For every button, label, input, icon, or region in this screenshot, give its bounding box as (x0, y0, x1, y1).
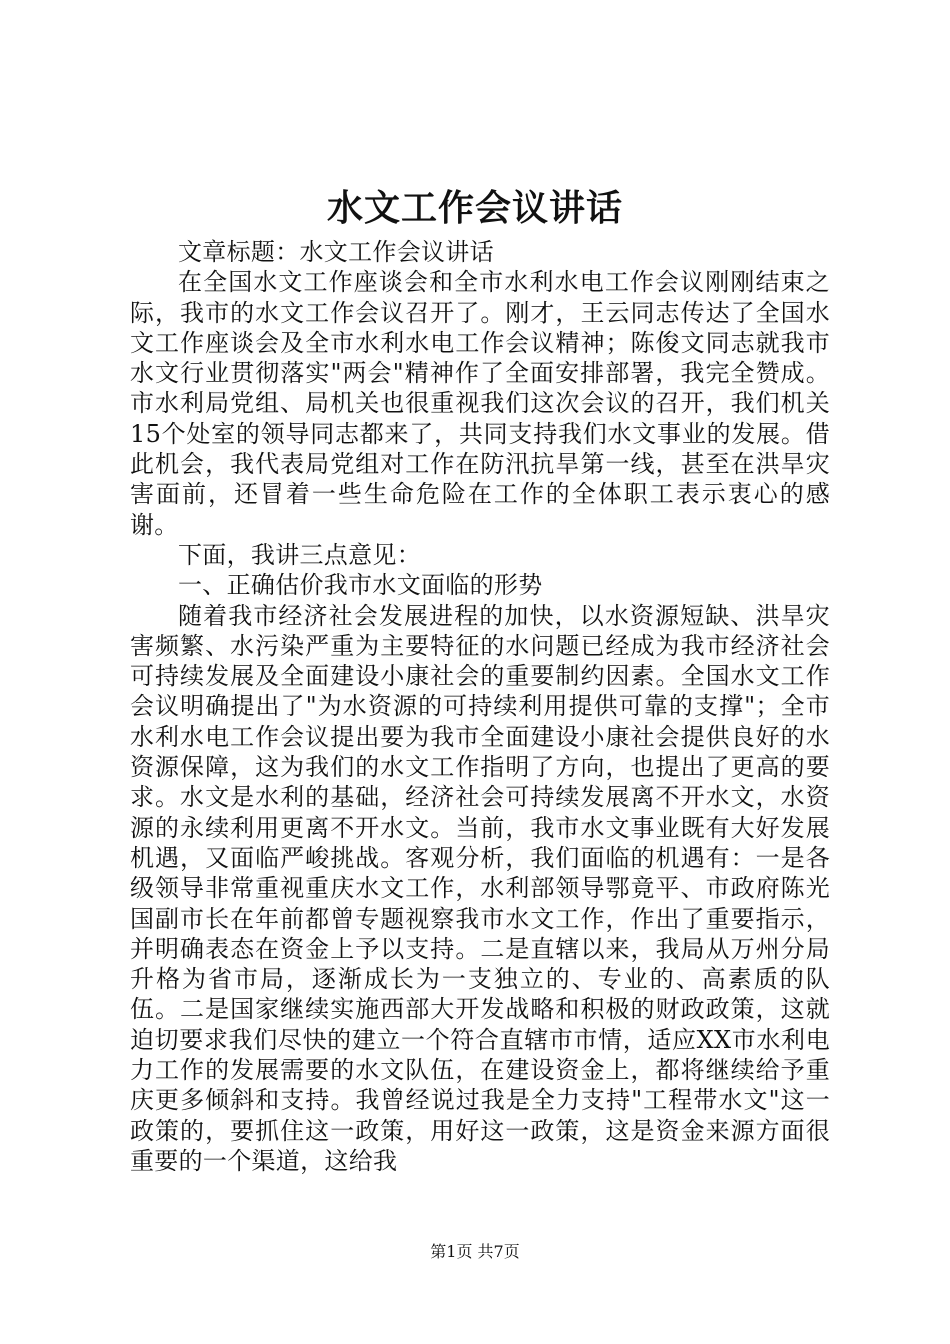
page-footer: 第1页 共7页 (430, 1242, 520, 1261)
section-paragraph: 随着我市经济社会发展进程的加快，以水资源短缺、洪旱灾害频繁、水污染严重为主要特征的水问题已经成为我市经济社会可持续发展及全面建设小康社会的重要制约因素。全国水文工作会议明确提出了"为水资源的可持续利用提供可靠的支撑"；全市水利水电工作会议提出要为我市全面建设小康社会提供良好的水资源保障，这为我们的水文工作指明了方向，也提出了更高的要求。水文是水利的基础，经济社会可持续发展离不开水文，水资源的永续利用更离不开水文。当前，我市水文事业既有大好发展机遇，又面临严峻挑战。客观分析，我们面临的机遇有：一是各级领导非常重视重庆水文工作，水利部领导鄂竟平、市政府陈光国副市长在年前都曾专题视察我市水文工作，作出了重要指示，并明确表态在资金上予以支持。二是直辖以来，我局从万州分局升格为省市局，逐渐成长为一支独立的、专业的、高素质的队伍。二是国家继续实施西部大开发战略和积极的财政政策，这就迫切要求我们尽快的建立一个符合直辖市市情，适应XX市水利电力工作的发展需要的水文队伍，在建设资金上，都将继续给予重庆更多倾斜和支持。我曾经说过我是全力支持"工程带水文"这一政策的，要抓住这一政策，用好这一政策，这是资金来源方面很重要的一个渠道，这给我 (130, 601, 830, 1175)
article-heading-line: 文章标题：水文工作会议讲话 (178, 238, 494, 266)
document-title: 水文工作会议讲话 (326, 187, 623, 229)
document-body (130, 237, 830, 1176)
outline-paragraph: 下面，我讲三点意见： (178, 540, 421, 569)
section-heading: 一、正确估价我市水文面临的形势 (178, 571, 543, 600)
intro-paragraph: 在全国水文工作座谈会和全市水利水电工作会议刚刚结束之际，我市的水文工作会议召开了。刚才，王云同志传达了全国水文工作座谈会及全市水利水电工作会议精神；陈俊文同志就我市水文行业贯彻落实"两会"精神作了全面安排部署，我完全赞成。市水利局党组、局机关也很重视我们这次会议的召开，我们机关15个处室的领导同志都来了，共同支持我们水文事业的发展。借此机会，我代表局党组对工作在防汛抗旱第一线，甚至在洪旱灾害面前，还冒着一些生命危险在工作的全体职工表示衷心的感谢。 (130, 268, 830, 539)
